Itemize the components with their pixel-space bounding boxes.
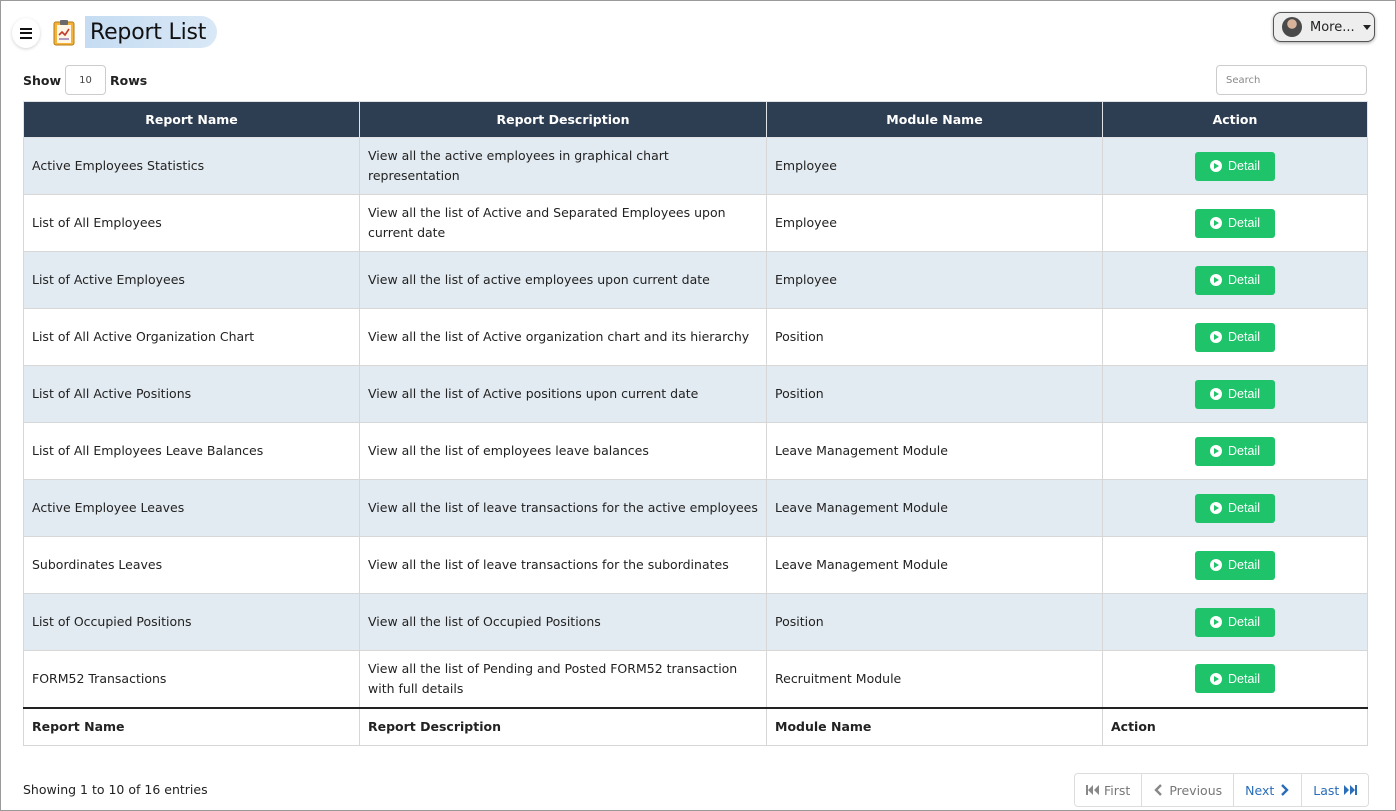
detail-button[interactable]	[1195, 209, 1275, 238]
arrow-circle-right-icon	[1210, 616, 1222, 628]
hamburger-menu-button[interactable]	[12, 18, 40, 48]
arrow-circle-right-icon	[1210, 388, 1222, 400]
arrow-circle-right-icon	[1210, 673, 1222, 685]
column-header-report-description[interactable]: Report Description	[360, 102, 767, 138]
action-cell	[1103, 480, 1368, 537]
detail-label: Detail	[1228, 558, 1260, 572]
show-label: Show	[23, 72, 62, 88]
report-name-cell: List of Occupied Positions	[24, 594, 360, 651]
previous-label: Previous	[1169, 782, 1223, 798]
next-page-button[interactable]	[1234, 774, 1302, 806]
caret-down-icon	[1363, 25, 1371, 30]
detail-label: Detail	[1228, 330, 1260, 344]
report-name-cell: List of All Employees Leave Balances	[24, 423, 360, 480]
report-description-cell: View all the active employees in graphical chart representation	[360, 138, 767, 195]
detail-label: Detail	[1228, 501, 1260, 515]
table-row	[24, 423, 1368, 480]
arrow-circle-right-icon	[1210, 559, 1222, 571]
report-description-cell: View all the list of Active and Separated Employees upon current date	[360, 195, 767, 252]
report-description-cell: View all the list of Occupied Positions	[360, 594, 767, 651]
detail-button[interactable]	[1195, 494, 1275, 523]
detail-button[interactable]	[1195, 664, 1275, 693]
first-page-button[interactable]	[1075, 774, 1142, 806]
report-description-cell: View all the list of active employees upon current date	[360, 252, 767, 309]
action-cell	[1103, 366, 1368, 423]
action-cell	[1103, 537, 1368, 594]
action-cell	[1103, 423, 1368, 480]
next-label: Next	[1245, 782, 1275, 798]
table-row	[24, 537, 1368, 594]
column-header-module-name[interactable]: Module Name	[767, 102, 1103, 138]
module-name-cell: Position	[767, 366, 1103, 423]
column-header-report-name[interactable]: Report Name	[24, 102, 360, 138]
report-description-cell: View all the list of Active organization chart and its hierarchy	[360, 309, 767, 366]
column-header-action[interactable]: Action	[1103, 102, 1368, 138]
action-cell	[1103, 138, 1368, 195]
table-row	[24, 309, 1368, 366]
footer-report-description: Report Description	[360, 708, 767, 746]
report-name-cell: List of All Active Organization Chart	[24, 309, 360, 366]
detail-button[interactable]	[1195, 551, 1275, 580]
module-name-cell: Leave Management Module	[767, 537, 1103, 594]
report-table	[23, 101, 1368, 746]
action-cell	[1103, 594, 1368, 651]
report-description-cell: View all the list of leave transactions for the active employees	[360, 480, 767, 537]
rows-per-page-input[interactable]	[65, 65, 106, 95]
detail-label: Detail	[1228, 444, 1260, 458]
rows-label: Rows	[110, 72, 148, 88]
table-row	[24, 651, 1368, 708]
more-dropdown-button[interactable]	[1273, 12, 1375, 42]
report-name-cell: FORM52 Transactions	[24, 651, 360, 708]
previous-page-button[interactable]	[1142, 774, 1234, 806]
hamburger-icon	[20, 28, 32, 39]
table-row	[24, 366, 1368, 423]
report-description-cell: View all the list of employees leave balances	[360, 423, 767, 480]
detail-label: Detail	[1228, 273, 1260, 287]
arrow-circle-right-icon	[1210, 160, 1222, 172]
page-title: Report List	[90, 19, 207, 45]
table-header-row	[24, 102, 1368, 138]
report-name-cell: Active Employees Statistics	[24, 138, 360, 195]
table-body	[24, 138, 1368, 708]
report-name-cell: List of Active Employees	[24, 252, 360, 309]
more-label: More...	[1310, 19, 1355, 35]
table-row	[24, 138, 1368, 195]
report-name-cell: List of All Employees	[24, 195, 360, 252]
search-input[interactable]	[1216, 65, 1367, 95]
arrow-circle-right-icon	[1210, 331, 1222, 343]
report-description-cell: View all the list of Pending and Posted FORM52 transaction with full details	[360, 651, 767, 708]
detail-button[interactable]	[1195, 323, 1275, 352]
clipboard-report-icon	[52, 18, 76, 46]
double-chevron-left-icon	[1086, 784, 1100, 796]
avatar	[1282, 17, 1302, 37]
table-footer-row	[24, 708, 1368, 746]
detail-label: Detail	[1228, 216, 1260, 230]
footer-module-name: Module Name	[767, 708, 1103, 746]
first-label: First	[1104, 782, 1131, 798]
table-row	[24, 480, 1368, 537]
chevron-left-icon	[1153, 784, 1163, 796]
module-name-cell: Employee	[767, 252, 1103, 309]
module-name-cell: Position	[767, 594, 1103, 651]
arrow-circle-right-icon	[1210, 502, 1222, 514]
double-chevron-right-icon	[1343, 784, 1357, 796]
module-name-cell: Employee	[767, 138, 1103, 195]
table-row	[24, 252, 1368, 309]
detail-label: Detail	[1228, 387, 1260, 401]
report-name-cell: Active Employee Leaves	[24, 480, 360, 537]
module-name-cell: Position	[767, 309, 1103, 366]
page-title-pill	[85, 16, 217, 48]
detail-button[interactable]	[1195, 152, 1275, 181]
footer-action: Action	[1103, 708, 1368, 746]
arrow-circle-right-icon	[1210, 217, 1222, 229]
detail-button[interactable]	[1195, 266, 1275, 295]
report-description-cell: View all the list of leave transactions for the subordinates	[360, 537, 767, 594]
module-name-cell: Employee	[767, 195, 1103, 252]
detail-button[interactable]	[1195, 380, 1275, 409]
module-name-cell: Leave Management Module	[767, 480, 1103, 537]
detail-label: Detail	[1228, 671, 1260, 686]
table-row	[24, 594, 1368, 651]
module-name-cell: Leave Management Module	[767, 423, 1103, 480]
detail-button[interactable]	[1195, 437, 1275, 466]
action-cell	[1103, 309, 1368, 366]
arrow-circle-right-icon	[1210, 445, 1222, 457]
rows-per-page-control	[23, 65, 147, 95]
chevron-right-icon	[1280, 784, 1290, 796]
footer-report-name: Report Name	[24, 708, 360, 746]
action-cell	[1103, 651, 1368, 708]
entries-info: Showing 1 to 10 of 16 entries	[23, 782, 208, 797]
report-name-cell: Subordinates Leaves	[24, 537, 360, 594]
pagination	[1074, 773, 1369, 807]
report-name-cell: List of All Active Positions	[24, 366, 360, 423]
action-cell	[1103, 252, 1368, 309]
action-cell	[1103, 195, 1368, 252]
module-name-cell: Recruitment Module	[767, 651, 1103, 708]
detail-button[interactable]	[1195, 608, 1275, 637]
last-page-button[interactable]	[1302, 774, 1368, 806]
arrow-circle-right-icon	[1210, 274, 1222, 286]
detail-label: Detail	[1228, 615, 1260, 629]
last-label: Last	[1313, 782, 1340, 798]
report-description-cell: View all the list of Active positions upon current date	[360, 366, 767, 423]
table-row	[24, 195, 1368, 252]
detail-label: Detail	[1228, 159, 1260, 173]
